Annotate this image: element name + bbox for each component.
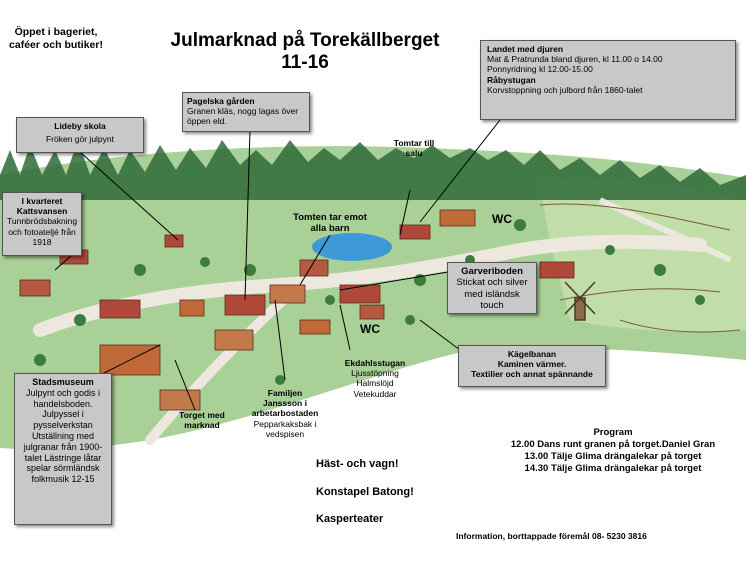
torget-label: Torget med marknad	[179, 410, 225, 431]
stadsmuseum-box	[14, 373, 112, 525]
info-text: Information, borttappade föremål 08- 5230 3816	[456, 531, 647, 541]
garveri-box	[447, 262, 537, 314]
stadsmuseum-text: Julpynt och godis i handelsboden. Julpyssel i pysselverkstan Utställning med julgranar från 1900-talet Lästringe låtar spelar sörmländsk folkmusik 12-15	[23, 387, 103, 485]
pagelska-text: Granen kläs, nogg lagas över öppen eld.	[187, 106, 299, 127]
pagelska-box	[182, 92, 310, 132]
landet-line1: Mat & Pratrunda bland djuren, kl 11.00 o 14.00	[487, 54, 663, 65]
rabystugan-heading: Råbystugan	[487, 74, 536, 85]
garveri-text: Stickat och silver med isländsk touch	[456, 277, 528, 312]
pagelska-heading: Pagelska gården	[187, 96, 255, 106]
kagel-line2: Textilier och annat spännande	[471, 369, 593, 380]
program-item: 14.30 Tälje Glima drängalekar på torget	[524, 462, 702, 474]
open-note: Öppet i bageriet, caféer och butiker!	[9, 26, 103, 52]
title-line1: Julmarknad på Torekällberget	[170, 30, 440, 51]
pond	[312, 233, 392, 261]
horse-carriage-text: Häst- och vagn!	[316, 458, 399, 470]
wc-label-south: WC	[360, 322, 380, 336]
garveri-heading: Garveriboden	[461, 266, 523, 277]
kattsvansen-box	[2, 192, 82, 256]
kattsvansen-heading: I kvarteret Kattsvansen	[16, 196, 68, 217]
title-line2: 11-16	[281, 51, 329, 73]
kagel-line1: Kaminen värmer.	[497, 359, 567, 370]
page-title	[140, 30, 470, 74]
lideby-heading: Lideby skola	[54, 121, 106, 131]
program-item: 13.00 Tälje Glima drängalekar på torget	[524, 450, 702, 462]
familjen-label	[240, 388, 330, 439]
kattsvansen-text: Tunnbrödsbakning och fotoateljé från 1918	[7, 216, 78, 247]
konstapel-text: Konstapel Batong!	[316, 486, 414, 498]
program-heading: Program	[593, 427, 633, 438]
ekdahl-text: Ljusstöpning Halmslöjd Vetekuddar	[351, 368, 399, 399]
landet-box	[480, 40, 736, 120]
program-item: 12.00 Dans runt granen på torget.Daniel Gran	[510, 438, 716, 450]
tomtar-label: Tomtar till salu	[393, 138, 435, 159]
landet-line2: Ponnyridning kl 12.00-15.00	[487, 64, 593, 75]
lideby-text: Fröken gör julpynt	[45, 134, 115, 145]
ekdahl-label	[330, 358, 420, 399]
program-section	[478, 427, 746, 475]
familjen-text: Pepparkaksbak i vedspisen	[253, 418, 317, 439]
landet-line3: Korvstoppning och julbord från 1860-talet	[487, 84, 643, 95]
landet-heading: Landet med djuren	[487, 44, 564, 54]
tomten-label: Tomten tar emot alla barn	[293, 212, 367, 235]
stadsmuseum-heading: Stadsmuseum	[32, 377, 94, 387]
kasperteater-text: Kasperteater	[316, 513, 384, 525]
ekdahl-heading: Ekdahlsstugan	[344, 358, 406, 368]
kagel-heading: Kägelbanan	[507, 349, 557, 359]
lideby-skola-box	[16, 117, 144, 153]
familjen-heading: Familjen Janssson i arbetarbostaden	[251, 388, 319, 419]
kagelbanan-box	[458, 345, 606, 387]
wc-label-north: WC	[492, 212, 512, 226]
